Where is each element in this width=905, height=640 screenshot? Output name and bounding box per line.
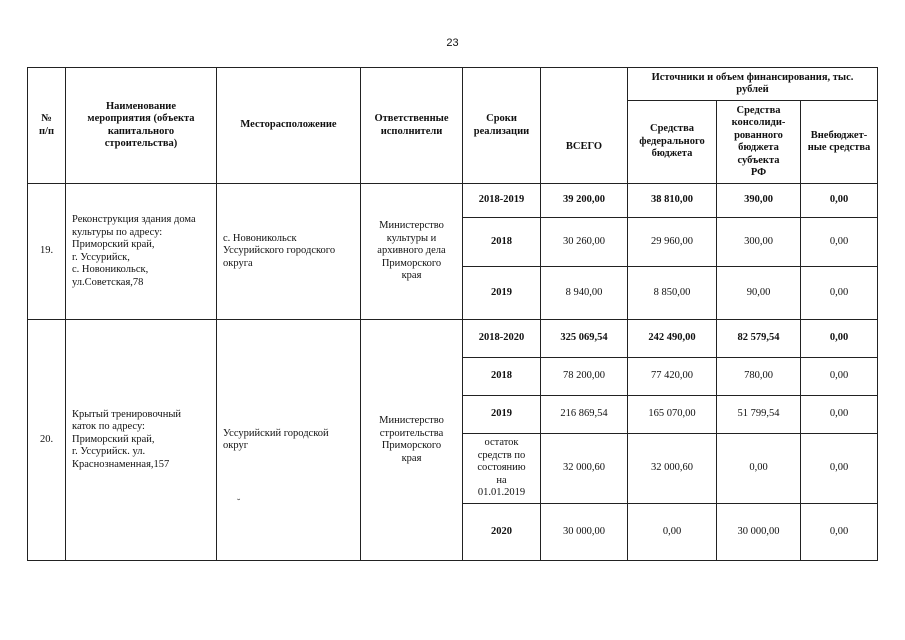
federal-cell: 165 070,00 [628, 396, 717, 434]
regional-cell: 0,00 [717, 434, 801, 504]
term-cell: 2019 [463, 396, 541, 434]
total-cell: 39 200,00 [541, 184, 628, 218]
project-responsible: Министерство строительства Приморского края [361, 320, 463, 561]
project-num: 19. [28, 184, 66, 320]
extra-cell: 0,00 [801, 434, 878, 504]
scan-mark: ˘ [237, 498, 241, 509]
project-location: с. Новоникольск Уссурийского городского округа [217, 184, 361, 320]
header-location: Месторасположение [217, 68, 361, 184]
extra-cell: 0,00 [801, 218, 878, 267]
extra-cell: 0,00 [801, 184, 878, 218]
table-row [28, 184, 878, 218]
federal-cell: 0,00 [628, 504, 717, 561]
project-name: Крытый тренировочный каток по адресу: Приморский край, г. Уссурийск. ул. Краснознаменная,157 [66, 320, 217, 561]
project-name: Реконструкция здания дома культуры по адресу: Приморский край, г. Уссурийск, с. Новоникольск, ул.Советская,78 [66, 184, 217, 320]
extra-cell: 0,00 [801, 504, 878, 561]
federal-cell: 32 000,60 [628, 434, 717, 504]
term-cell: 2019 [463, 267, 541, 320]
regional-cell: 30 000,00 [717, 504, 801, 561]
federal-cell: 8 850,00 [628, 267, 717, 320]
federal-cell: 242 490,00 [628, 320, 717, 358]
total-cell: 8 940,00 [541, 267, 628, 320]
header-extra: Внебюджет- ные средства [801, 101, 878, 184]
extra-cell: 0,00 [801, 396, 878, 434]
header-num: № п/п [28, 68, 66, 184]
total-cell: 78 200,00 [541, 358, 628, 396]
regional-cell: 300,00 [717, 218, 801, 267]
project-location: Уссурийский городской округ [217, 320, 361, 561]
regional-cell: 51 799,54 [717, 396, 801, 434]
regional-cell: 390,00 [717, 184, 801, 218]
term-cell: 2018 [463, 218, 541, 267]
table-row [28, 320, 878, 358]
federal-cell: 38 810,00 [628, 184, 717, 218]
term-cell: остаток средств по состоянию на 01.01.2019 [463, 434, 541, 504]
header-regional: Средства консолиди- рованного бюджета субъекта РФ [717, 101, 801, 184]
total-cell: 30 000,00 [541, 504, 628, 561]
term-cell: 2018-2020 [463, 320, 541, 358]
project-responsible: Министерство культуры и архивного дела Приморского края [361, 184, 463, 320]
regional-cell: 90,00 [717, 267, 801, 320]
financing-table [27, 67, 878, 561]
project-num: 20. [28, 320, 66, 561]
header-total: ВСЕГО [541, 68, 628, 184]
total-cell: 32 000,60 [541, 434, 628, 504]
header-federal: Средства федерального бюджета [628, 101, 717, 184]
header-responsible: Ответственные исполнители [361, 68, 463, 184]
regional-cell: 82 579,54 [717, 320, 801, 358]
term-cell: 2018 [463, 358, 541, 396]
header-terms: Сроки реализации [463, 68, 541, 184]
total-cell: 30 260,00 [541, 218, 628, 267]
term-cell: 2018-2019 [463, 184, 541, 218]
total-cell: 216 869,54 [541, 396, 628, 434]
term-cell: 2020 [463, 504, 541, 561]
header-sources-group: Источники и объем финансирования, тыс. рублей [628, 68, 878, 101]
extra-cell: 0,00 [801, 320, 878, 358]
extra-cell: 0,00 [801, 358, 878, 396]
federal-cell: 29 960,00 [628, 218, 717, 267]
regional-cell: 780,00 [717, 358, 801, 396]
extra-cell: 0,00 [801, 267, 878, 320]
federal-cell: 77 420,00 [628, 358, 717, 396]
total-cell: 325 069,54 [541, 320, 628, 358]
header-name: Наименование мероприятия (объекта капитального строительства) [66, 68, 217, 184]
page-number: 23 [446, 37, 459, 49]
